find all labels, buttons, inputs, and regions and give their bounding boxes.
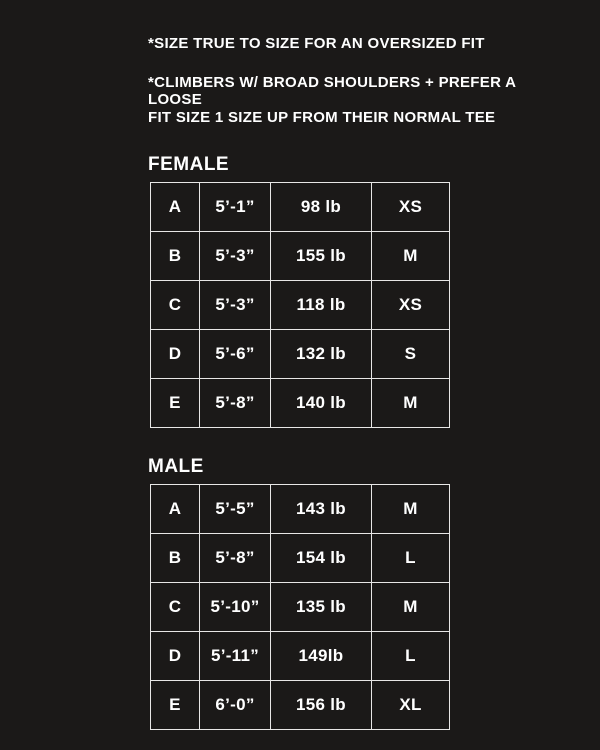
cell-size: M xyxy=(372,583,450,632)
cell-height: 5’-6” xyxy=(200,330,271,379)
male-size-table xyxy=(150,484,450,730)
cell-weight: 154 lb xyxy=(271,534,372,583)
cell-person: A xyxy=(151,485,200,534)
female-size-table xyxy=(150,182,450,428)
cell-size: XS xyxy=(372,183,450,232)
table-row xyxy=(151,183,450,232)
cell-size: M xyxy=(372,232,450,281)
cell-height: 5’-1” xyxy=(200,183,271,232)
female-section-title: FEMALE xyxy=(148,154,230,175)
cell-weight: 149lb xyxy=(271,632,372,681)
note-oversized-fit: *SIZE TRUE TO SIZE FOR AN OVERSIZED FIT xyxy=(148,35,485,52)
table-row xyxy=(151,232,450,281)
male-section-title: MALE xyxy=(148,456,204,477)
cell-height: 5’-10” xyxy=(200,583,271,632)
note-climbers-line1: *CLIMBERS W/ BROAD SHOULDERS + PREFER A LOOSE xyxy=(148,73,516,108)
cell-weight: 155 lb xyxy=(271,232,372,281)
note-climbers-line2: FIT SIZE 1 SIZE UP FROM THEIR NORMAL TEE xyxy=(148,108,496,126)
cell-height: 6’-0” xyxy=(200,681,271,730)
cell-weight: 135 lb xyxy=(271,583,372,632)
note-climbers xyxy=(148,74,560,127)
cell-size: S xyxy=(372,330,450,379)
cell-weight: 118 lb xyxy=(271,281,372,330)
cell-weight: 98 lb xyxy=(271,183,372,232)
cell-size: L xyxy=(372,534,450,583)
cell-weight: 140 lb xyxy=(271,379,372,428)
cell-height: 5’-3” xyxy=(200,232,271,281)
cell-person: C xyxy=(151,281,200,330)
cell-size: L xyxy=(372,632,450,681)
cell-size: XL xyxy=(372,681,450,730)
table-row xyxy=(151,379,450,428)
cell-height: 5’-5” xyxy=(200,485,271,534)
cell-weight: 156 lb xyxy=(271,681,372,730)
cell-weight: 132 lb xyxy=(271,330,372,379)
table-row xyxy=(151,281,450,330)
cell-person: D xyxy=(151,330,200,379)
table-row xyxy=(151,330,450,379)
cell-size: M xyxy=(372,485,450,534)
table-row xyxy=(151,485,450,534)
cell-height: 5’-8” xyxy=(200,379,271,428)
table-row xyxy=(151,681,450,730)
cell-person: B xyxy=(151,232,200,281)
cell-height: 5’-8” xyxy=(200,534,271,583)
cell-height: 5’-3” xyxy=(200,281,271,330)
cell-size: M xyxy=(372,379,450,428)
cell-person: D xyxy=(151,632,200,681)
cell-person: C xyxy=(151,583,200,632)
table-row xyxy=(151,534,450,583)
table-row xyxy=(151,632,450,681)
cell-person: E xyxy=(151,681,200,730)
cell-person: B xyxy=(151,534,200,583)
cell-person: E xyxy=(151,379,200,428)
cell-height: 5’-11” xyxy=(200,632,271,681)
cell-person: A xyxy=(151,183,200,232)
cell-weight: 143 lb xyxy=(271,485,372,534)
table-row xyxy=(151,583,450,632)
cell-size: XS xyxy=(372,281,450,330)
